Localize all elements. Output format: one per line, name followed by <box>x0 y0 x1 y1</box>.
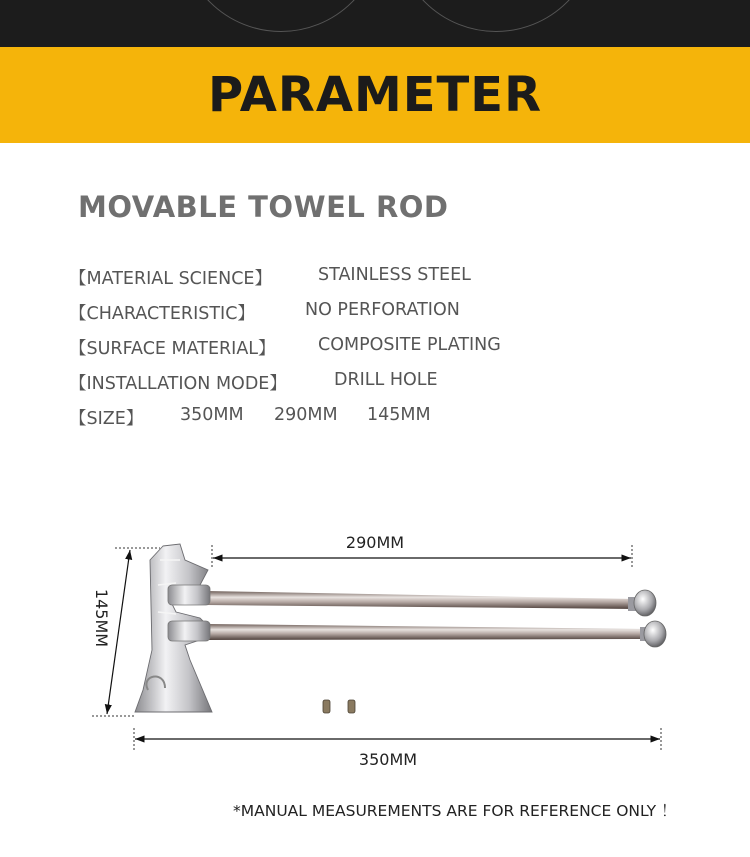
dimension-label-145: 145MM <box>92 588 111 648</box>
dimension-label-350: 350MM <box>358 750 418 769</box>
decorative-arc <box>395 0 597 32</box>
dimension-label-290: 290MM <box>345 533 405 552</box>
product-name: MOVABLE TOWEL ROD <box>78 190 449 224</box>
rod-end-cap <box>628 590 656 616</box>
screw <box>348 700 355 713</box>
spec-value: STAINLESS STEEL <box>318 265 471 285</box>
towel-rod-diagram <box>0 490 750 790</box>
size-value: 290MM <box>274 405 338 425</box>
spec-label: 【SURFACE MATERIAL】 <box>69 339 276 359</box>
size-value: 350MM <box>180 405 244 425</box>
spec-value: COMPOSITE PLATING <box>318 335 501 355</box>
spec-label: 【MATERIAL SCIENCE】 <box>69 269 272 289</box>
rod-lower <box>205 624 650 640</box>
size-value: 145MM <box>367 405 431 425</box>
top-dark-band <box>0 0 750 47</box>
spec-label: 【INSTALLATION MODE】 <box>69 374 287 394</box>
wall-bracket <box>135 544 212 712</box>
reference-note: *MANUAL MEASUREMENTS ARE FOR REFERENCE ONLY ！ <box>233 802 677 820</box>
section-banner <box>0 47 750 143</box>
screw <box>323 700 330 713</box>
spec-value: DRILL HOLE <box>334 370 438 390</box>
spec-value: NO PERFORATION <box>305 300 460 320</box>
decorative-arc <box>180 0 382 32</box>
banner-title: PARAMETER <box>207 67 543 123</box>
spec-label: 【CHARACTERISTIC】 <box>69 304 255 324</box>
spec-label: 【SIZE】 <box>69 409 144 429</box>
rod-upper <box>205 591 638 609</box>
rod-end-cap <box>640 621 666 647</box>
